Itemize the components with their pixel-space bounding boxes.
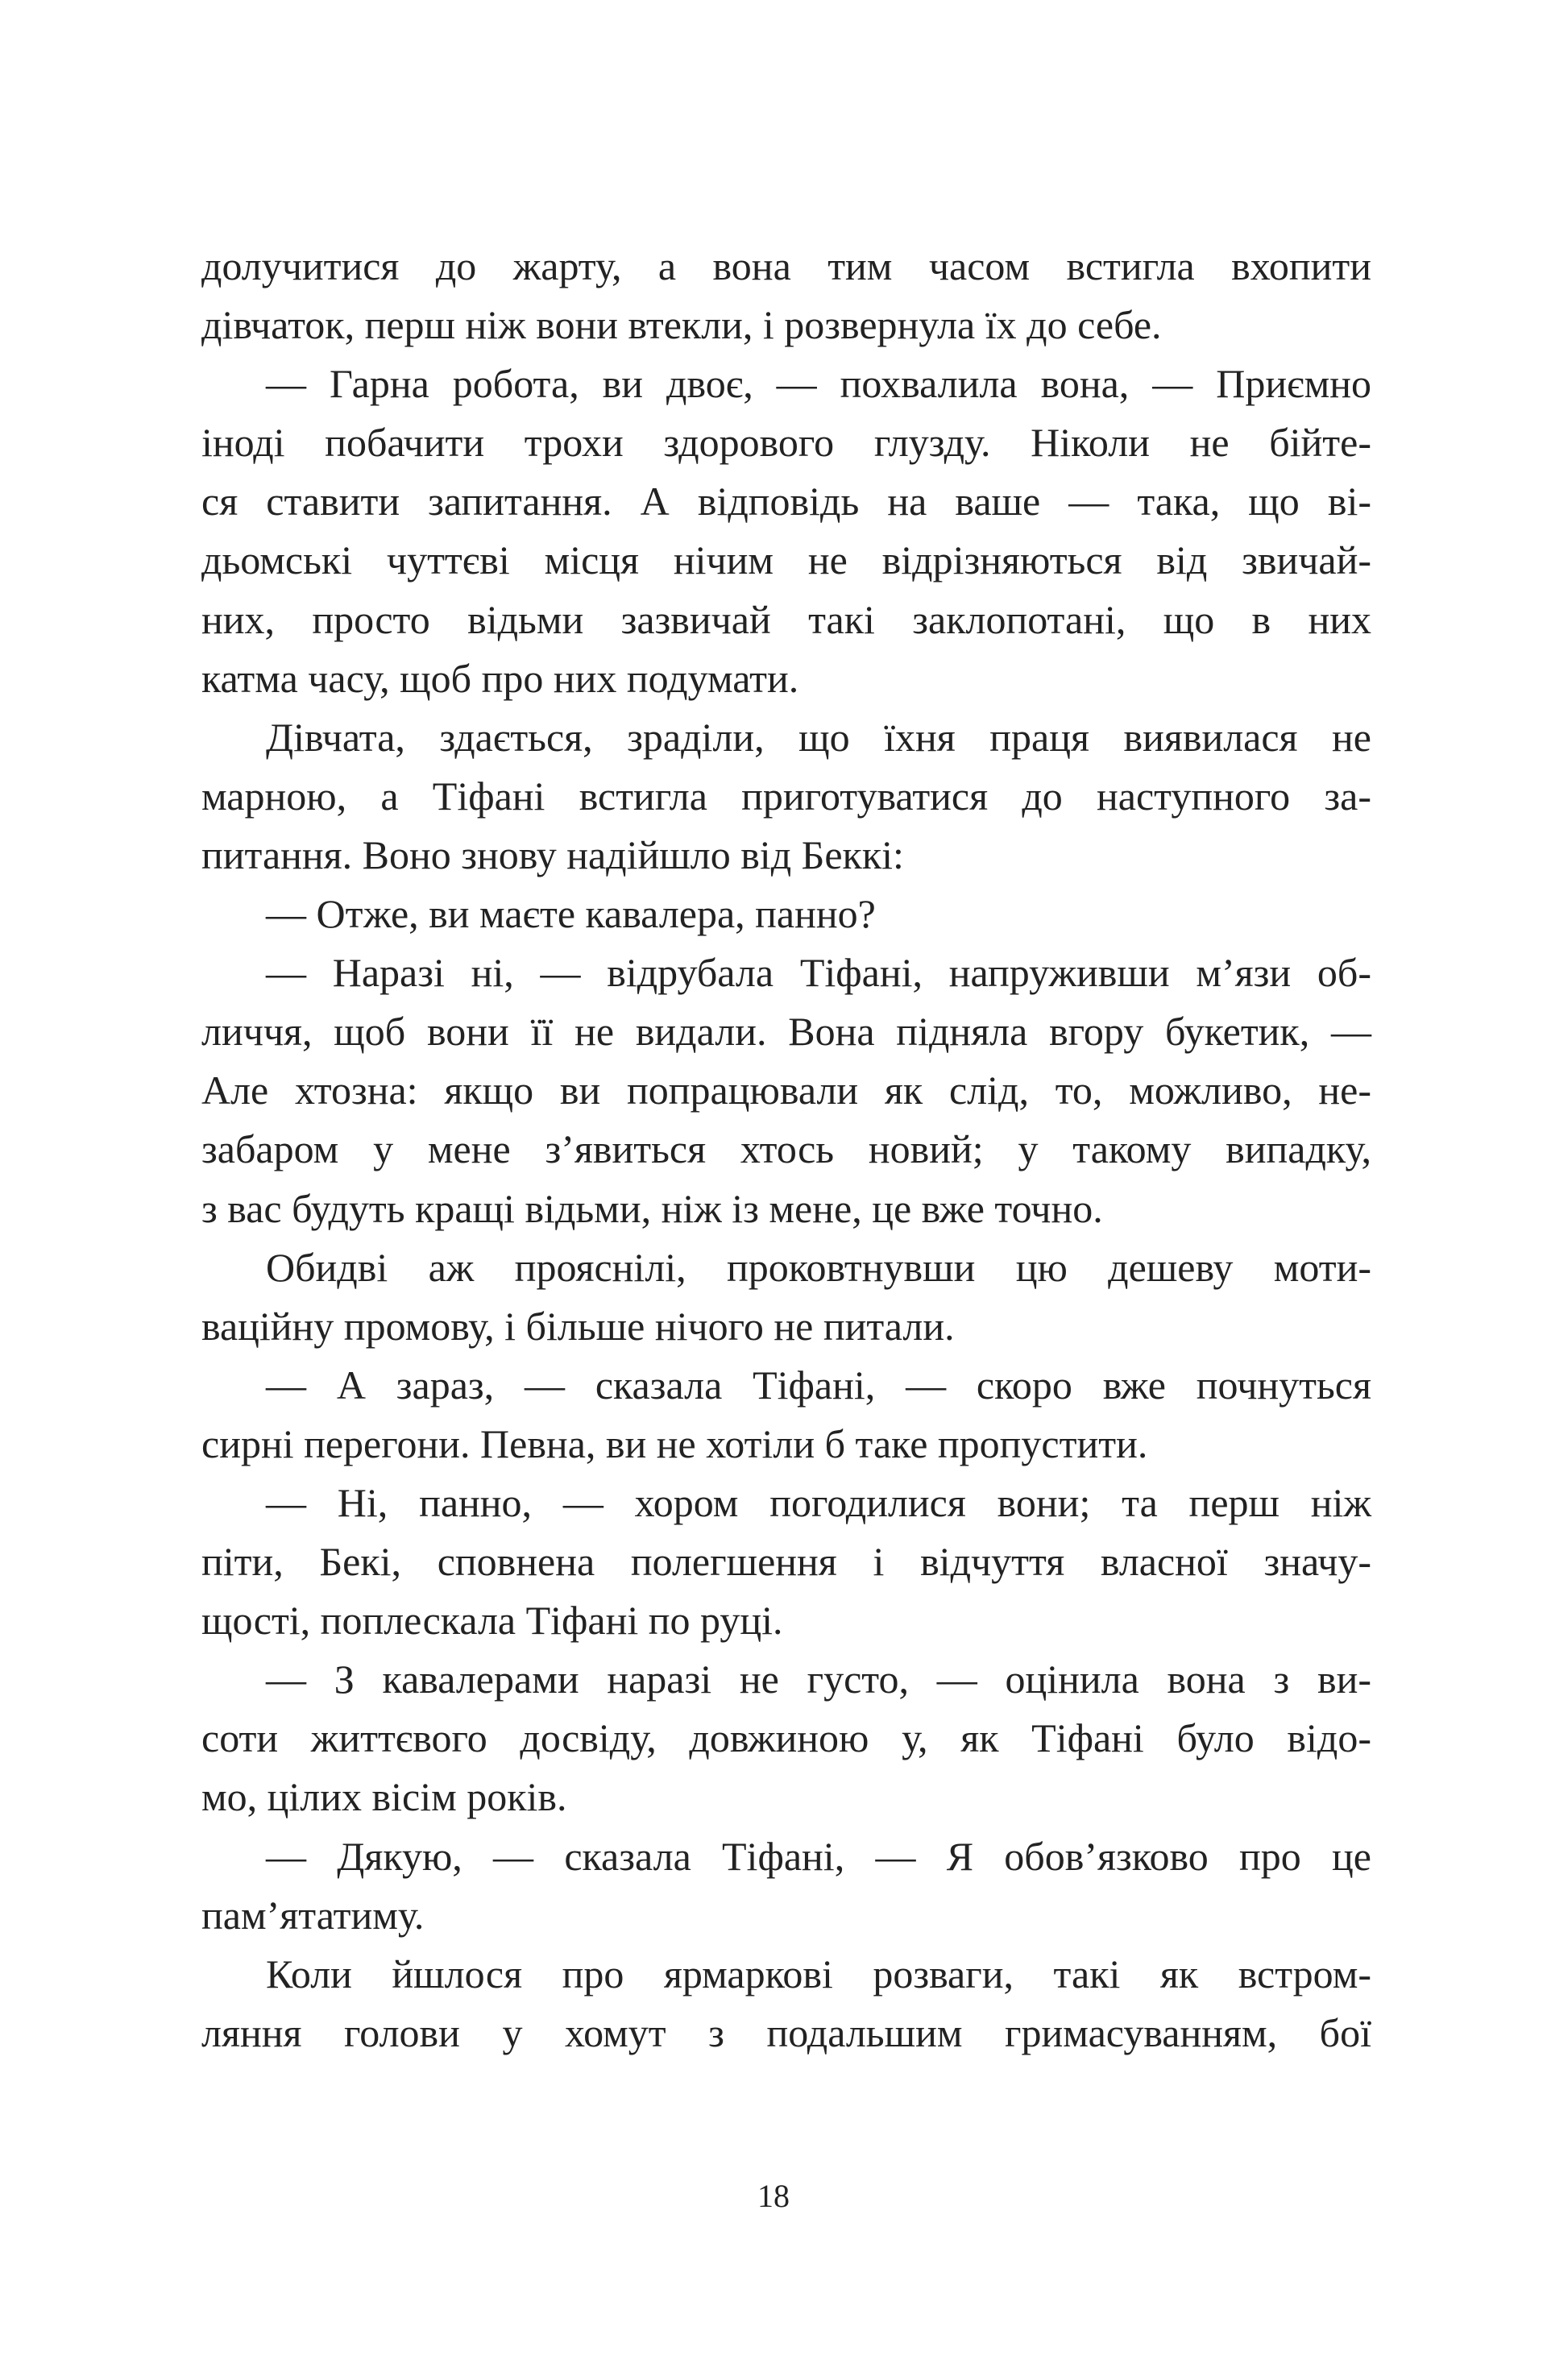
text-line: пам’ятатиму. bbox=[201, 1892, 425, 1938]
text-line: марною, а Тіфані встигла приготуватися до наступного за- bbox=[201, 773, 1371, 819]
text-line: ваційну промову, і більше нічого не питали. bbox=[201, 1303, 955, 1349]
text-line: — Дякую, — сказала Тіфані, — Я обов’язково про це bbox=[266, 1833, 1371, 1879]
paragraph bbox=[201, 1945, 1371, 2063]
text-line: піти, Бекі, сповнена полегшення і відчуття власної значу- bbox=[201, 1539, 1371, 1585]
text-line: них, просто відьми зазвичай такі заклопотані, що в них bbox=[201, 596, 1371, 642]
paragraph bbox=[201, 708, 1371, 885]
paragraph bbox=[201, 885, 1371, 943]
text-line: питання. Воно знову надійшло від Беккі: bbox=[201, 831, 904, 877]
paragraph bbox=[201, 237, 1371, 355]
text-line: — А зараз, — сказала Тіфані, — скоро вже почнуться bbox=[266, 1362, 1371, 1408]
text-line: дівчаток, перш ніж вони втекли, і розвернула їх до себе. bbox=[201, 302, 1162, 348]
text-line: катма часу, щоб про них подумати. bbox=[201, 655, 799, 701]
paragraph bbox=[201, 1827, 1371, 1945]
text-line: — З кавалерами наразі не густо, — оцінила вона з ви- bbox=[266, 1656, 1371, 1702]
text-line: — Отже, ви маєте кавалера, панно? bbox=[266, 891, 876, 937]
text-line: соти життєвого досвіду, довжиною у, як Тіфані було відо- bbox=[201, 1715, 1371, 1761]
page-number: 18 bbox=[757, 2178, 790, 2214]
text-line: ляння голови у хомут з подальшим гримасуванням, бої bbox=[201, 2009, 1371, 2055]
paragraph bbox=[201, 1650, 1371, 1826]
text-line: сирні перегони. Певна, ви не хотіли б таке пропустити. bbox=[201, 1420, 1148, 1466]
text-line: мо, цілих вісім років. bbox=[201, 1774, 567, 1820]
text-line: забаром у мене з’явиться хтось новий; у такому випадку, bbox=[201, 1126, 1371, 1172]
text-line: щості, поплескала Тіфані по руці. bbox=[201, 1598, 783, 1644]
text-line: з вас будуть кращі відьми, ніж із мене, це вже точно. bbox=[201, 1185, 1103, 1231]
paragraph bbox=[201, 1356, 1371, 1474]
text-line: — Гарна робота, ви двоє, — похвалила вона, — Приємно bbox=[266, 361, 1371, 407]
paragraph bbox=[201, 1474, 1371, 1650]
text-line: Але хтозна: якщо ви попрацювали як слід, то, можливо, не- bbox=[201, 1068, 1371, 1113]
paragraph bbox=[201, 1238, 1371, 1356]
text-line: личчя, щоб вони її не видали. Вона підняла вгору букетик, — bbox=[201, 1009, 1371, 1055]
paragraph bbox=[201, 355, 1371, 708]
text-line: дьомські чуттєві місця нічим не відрізняються від звичай- bbox=[201, 537, 1371, 583]
text-line: Коли йшлося про ярмаркові розваги, такі як встром- bbox=[266, 1951, 1371, 1996]
text-line: Дівчата, здається, зраділи, що їхня праця виявилася не bbox=[266, 714, 1371, 760]
text-line: — Наразі ні, — відрубала Тіфані, напруживши м’язи об- bbox=[266, 950, 1371, 996]
text-line: — Ні, панно, — хором погодилися вони; та перш ніж bbox=[266, 1479, 1371, 1525]
body-text bbox=[201, 237, 1371, 2063]
paragraph bbox=[201, 943, 1371, 1238]
text-line: іноді побачити трохи здорового глузду. Ніколи не бійте- bbox=[201, 420, 1371, 466]
text-line: долучитися до жарту, а вона тим часом встигла вхопити bbox=[201, 243, 1371, 288]
text-line: ся ставити запитання. А відповідь на ваше — така, що ві- bbox=[201, 479, 1371, 525]
text-line: Обидві аж прояснілі, проковтнувши цю дешеву моти- bbox=[266, 1244, 1371, 1290]
